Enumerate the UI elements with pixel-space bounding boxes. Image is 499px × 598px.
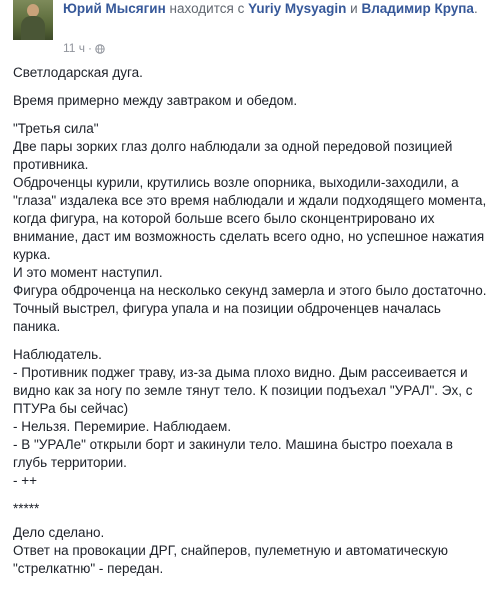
meta-separator: · xyxy=(88,41,93,55)
tagged-user-1-link[interactable]: Yuriy Mysyagin xyxy=(248,1,347,16)
post-paragraph: Светлодарская дуга. xyxy=(13,65,143,80)
post-paragraph: "Третья сила" Две пары зорких глаз долго наблюдали за одной передовой позицией противника. Обдроченцы курили, крутились возле опорника, выходили-заходили, а "глаза" издалека все это время наблюдали и ждали подходящего момента, когда фигура, на которой больше всего было сконцентрировано их внимание, даст им возможность сделать всего одно, но успешное нажатия курка. И это момент наступил. Фигура обдроченца на несколько секунд замерла и этого было достаточно. Точный выстрел, фигура упала и на позиции обдроченцев началась паника. xyxy=(13,121,487,334)
post-paragraph: Дело сделано. Ответ на провокации ДРГ, снайперов, пулеметную и автоматическую "стрелкатню" - передан. xyxy=(13,525,449,576)
post-meta xyxy=(63,41,105,56)
post-paragraph: Наблюдатель. - Противник поджег траву, из-за дыма плохо видно. Дым рассеивается и видно как за ногу по земле тянут тело. К позиции подъехал "УРАЛ". Эх, с ПТУРа бы сейчас) - Нельзя. Перемирие. Наблюдаем. - В "УРАЛе" открыли борт и закинули тело. Машина быстро поехала в глубь территории. - ++ xyxy=(13,347,473,488)
post-header xyxy=(63,0,493,17)
author-avatar[interactable] xyxy=(13,0,53,40)
with-text: находится с xyxy=(169,1,245,16)
post-body xyxy=(13,64,489,588)
header-period: . xyxy=(473,1,478,16)
globe-icon[interactable] xyxy=(95,44,105,54)
post-paragraph: Время примерно между завтраком и обедом. xyxy=(13,93,298,108)
post-paragraph: ***** xyxy=(13,501,40,516)
author-name-link[interactable]: Юрий Мысягин xyxy=(63,1,166,16)
and-text: и xyxy=(350,1,358,16)
tagged-user-2-link[interactable]: Владимир Крупа xyxy=(361,1,474,16)
avatar-body xyxy=(21,16,45,40)
post-timestamp-link[interactable]: 11 ч xyxy=(63,41,86,55)
